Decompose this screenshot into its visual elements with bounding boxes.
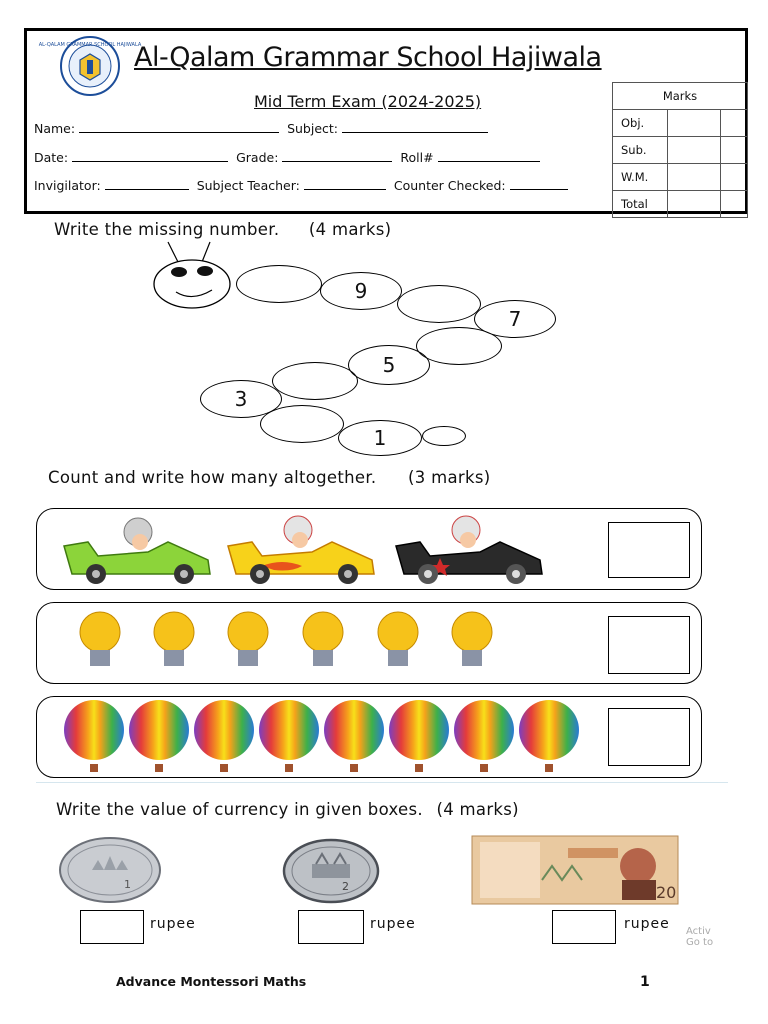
hot-air-balloon-icon [194, 700, 254, 772]
cars-illustration [58, 512, 538, 586]
light-bulb-icon [80, 612, 120, 666]
grade-label: Grade: [236, 150, 279, 165]
hot-air-balloon-icon [454, 700, 514, 772]
marks-cell[interactable] [668, 191, 721, 218]
balloons-illustration [62, 700, 586, 774]
marks-row-label: Sub. [613, 137, 668, 164]
logo-text: AL-QALAM GRAMMAR SCHOOL HAJIWALA [38, 42, 142, 48]
subject-teacher-label: Subject Teacher: [196, 178, 300, 193]
rupee-label: rupee [150, 916, 196, 932]
hot-air-balloon-icon [324, 700, 384, 772]
caterpillar-segment-blank[interactable] [260, 405, 344, 443]
car-icon [228, 516, 374, 584]
answer-box-one-rupee[interactable] [80, 910, 144, 944]
hot-air-balloon-icon [64, 700, 124, 772]
q3-heading [56, 800, 519, 819]
marks-title: Marks [613, 83, 748, 110]
subject-line[interactable] [342, 121, 488, 133]
marks-cell[interactable] [668, 110, 721, 137]
date-line[interactable] [72, 150, 228, 162]
light-bulb-icon [378, 612, 418, 666]
marks-cell[interactable] [721, 137, 748, 164]
light-bulb-icon [452, 612, 492, 666]
light-bulb-icon [303, 612, 343, 666]
caterpillar-segment-number: 3 [200, 380, 282, 418]
exam-title: Mid Term Exam (2024-2025) [254, 92, 482, 111]
subject-teacher-line[interactable] [304, 178, 386, 190]
marks-cell[interactable] [668, 137, 721, 164]
light-bulb-icon [154, 612, 194, 666]
caterpillar-head [150, 240, 240, 310]
hot-air-balloon-icon [519, 700, 579, 772]
caterpillar-segment-blank[interactable] [236, 265, 322, 303]
q3-marks: (4 marks) [436, 800, 519, 819]
rupee-label: rupee [370, 916, 416, 932]
hot-air-balloon-icon [259, 700, 319, 772]
marks-cell[interactable] [721, 191, 748, 218]
answer-box-twenty-rupee[interactable] [552, 910, 616, 944]
school-logo [38, 36, 142, 96]
divider [36, 782, 728, 783]
caterpillar-tail [422, 426, 466, 446]
watermark-line: Go to [686, 937, 714, 948]
roll-label: Roll# [400, 150, 434, 165]
hot-air-balloon-icon [389, 700, 449, 772]
q2-heading-text: Count and write how many altogether. [48, 468, 377, 487]
answer-box-bulbs[interactable] [608, 616, 690, 674]
marks-row-label: Obj. [613, 110, 668, 137]
answer-box-two-rupee[interactable] [298, 910, 364, 944]
hot-air-balloon-icon [129, 700, 189, 772]
subject-label: Subject: [287, 121, 339, 136]
marks-cell[interactable] [668, 164, 721, 191]
twenty-rupee-note-image [472, 836, 678, 904]
caterpillar-segment-blank[interactable] [397, 285, 481, 323]
grade-line[interactable] [282, 150, 392, 162]
q3-heading-text: Write the value of currency in given boxes. [56, 800, 423, 819]
q1-marks: (4 marks) [308, 220, 392, 239]
coin-denomination: 1 [124, 878, 131, 891]
answer-box-balloons[interactable] [608, 708, 690, 766]
invigilator-line[interactable] [105, 178, 189, 190]
bulbs-illustration [70, 610, 510, 672]
page-number: 1 [640, 974, 650, 990]
q2-marks: (3 marks) [408, 468, 491, 487]
roll-line[interactable] [438, 150, 540, 162]
name-label: Name: [34, 121, 76, 136]
caterpillar-segment-number: 9 [320, 272, 402, 310]
caterpillar-segment-blank[interactable] [416, 327, 502, 365]
invigilator-label: Invigilator: [34, 178, 101, 193]
name-subject-row [34, 121, 492, 136]
date-grade-roll-row [34, 150, 544, 165]
name-line[interactable] [79, 121, 279, 133]
two-rupee-coin-image [282, 838, 380, 904]
footer-title: Advance Montessori Maths [116, 974, 307, 989]
car-icon [396, 516, 542, 584]
q1-heading [54, 220, 391, 239]
note-denomination: 20 [656, 883, 677, 902]
invigilator-row [34, 178, 572, 193]
car-icon [64, 518, 210, 584]
caterpillar-segment-number: 5 [348, 345, 430, 385]
q1-heading-text: Write the missing number. [54, 220, 280, 239]
marks-cell[interactable] [721, 164, 748, 191]
date-label: Date: [34, 150, 69, 165]
caterpillar-segment-number: 1 [338, 420, 422, 456]
school-name: Al-Qalam Grammar School Hajiwala [134, 42, 602, 73]
marks-cell[interactable] [721, 110, 748, 137]
coin-denomination: 2 [342, 880, 349, 893]
marks-row-label: W.M. [613, 164, 668, 191]
activation-watermark [686, 926, 713, 948]
counter-checked-line[interactable] [510, 178, 568, 190]
marks-table [612, 82, 748, 218]
q2-heading [48, 468, 490, 487]
rupee-label: rupee [624, 916, 670, 932]
counter-checked-label: Counter Checked: [393, 178, 506, 193]
watermark-line: Activ [686, 926, 711, 937]
marks-row-label: Total [613, 191, 668, 218]
caterpillar-segment-blank[interactable] [272, 362, 358, 400]
answer-box-cars[interactable] [608, 522, 690, 578]
caterpillar-segment-number: 7 [474, 300, 556, 338]
light-bulb-icon [228, 612, 268, 666]
one-rupee-coin-image [58, 836, 162, 904]
